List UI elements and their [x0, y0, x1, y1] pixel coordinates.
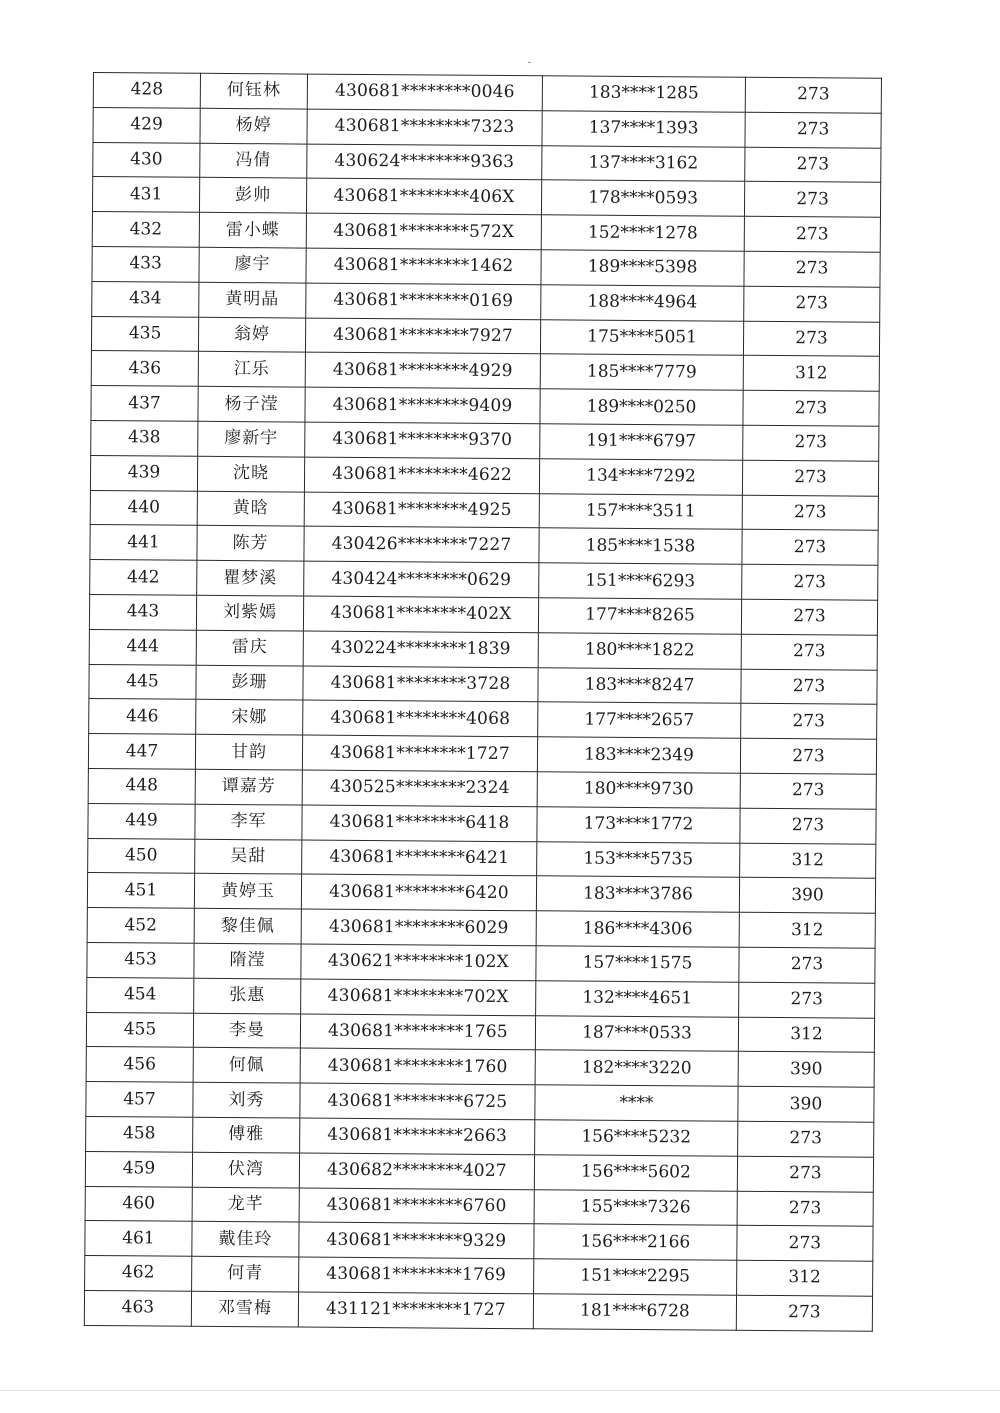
- person-name-cell: 何钰林: [200, 73, 307, 109]
- row-number-cell: 457: [86, 1082, 193, 1118]
- phone-number-cell: 175****5051: [540, 319, 743, 355]
- table-row: [89, 594, 877, 635]
- id-number-cell: 430681********6418: [302, 805, 537, 842]
- person-name-cell: 黄明晶: [199, 282, 306, 318]
- amount-cell: 312: [738, 1017, 874, 1053]
- row-number-cell: 437: [91, 386, 198, 422]
- row-number-cell: 450: [88, 838, 195, 874]
- row-number-cell: 451: [87, 873, 194, 909]
- id-number-cell: 430424********0629: [304, 561, 539, 598]
- id-number-cell: 430681********9329: [299, 1222, 534, 1259]
- table-row: [87, 908, 875, 949]
- phone-number-cell: 132****4651: [536, 980, 739, 1016]
- id-number-cell: 430621********102X: [301, 944, 536, 981]
- row-number-cell: 447: [88, 734, 195, 770]
- row-number-cell: 462: [85, 1256, 192, 1292]
- person-name-cell: 邓雪梅: [191, 1291, 298, 1327]
- row-number-cell: 448: [88, 768, 195, 804]
- phone-number-cell: 177****2657: [538, 702, 741, 738]
- amount-cell: 312: [737, 1260, 873, 1296]
- table-row: [92, 246, 880, 287]
- phone-number-cell: 185****1538: [539, 528, 742, 564]
- person-name-cell: 伏湾: [192, 1152, 299, 1188]
- person-name-cell: 翁婷: [198, 317, 305, 353]
- row-number-cell: 443: [89, 594, 196, 630]
- person-name-cell: 冯倩: [200, 143, 307, 179]
- roster-table-body: [84, 73, 881, 1331]
- amount-cell: 273: [744, 286, 880, 322]
- id-number-cell: 430681********7927: [305, 318, 540, 355]
- amount-cell: 273: [737, 1156, 873, 1192]
- table-row: [91, 386, 879, 427]
- phone-number-cell: 183****1285: [542, 76, 745, 112]
- row-number-cell: 456: [86, 1047, 193, 1083]
- table-row: [93, 142, 881, 183]
- table-row: [86, 1012, 874, 1053]
- row-number-cell: 429: [93, 107, 200, 143]
- phone-number-cell: 177****8265: [538, 598, 741, 634]
- phone-number-cell: 156****2166: [534, 1224, 737, 1260]
- amount-cell: 390: [738, 1086, 874, 1122]
- phone-number-cell: 173****1772: [537, 807, 740, 843]
- person-name-cell: 杨子滢: [198, 386, 305, 422]
- person-name-cell: 吴甜: [195, 839, 302, 875]
- phone-number-cell: 156****5602: [534, 1154, 737, 1190]
- amount-cell: 273: [744, 182, 880, 218]
- phone-number-cell: 189****0250: [540, 389, 743, 425]
- table-row: [85, 1256, 873, 1297]
- person-name-cell: 李军: [195, 804, 302, 840]
- row-number-cell: 428: [93, 73, 200, 109]
- amount-cell: 273: [742, 564, 878, 600]
- row-number-cell: 455: [86, 1012, 193, 1048]
- person-name-cell: 廖新宇: [198, 421, 305, 457]
- table-row: [85, 1151, 873, 1192]
- person-name-cell: 黄婷玉: [194, 874, 301, 910]
- row-number-cell: 435: [91, 316, 198, 352]
- amount-cell: 273: [743, 425, 879, 461]
- person-name-cell: 傅雅: [193, 1117, 300, 1153]
- id-number-cell: 430224********1839: [303, 631, 538, 668]
- row-number-cell: 454: [87, 977, 194, 1013]
- amount-cell: 390: [739, 878, 875, 914]
- table-row: [88, 734, 876, 775]
- person-name-cell: 彭珊: [196, 665, 303, 701]
- row-number-cell: 441: [90, 525, 197, 561]
- id-number-cell: 430681********4929: [305, 352, 540, 389]
- table-row: [90, 525, 878, 566]
- amount-cell: 273: [741, 704, 877, 740]
- person-name-cell: 龙芊: [192, 1187, 299, 1223]
- phone-number-cell: 185****7779: [540, 354, 743, 390]
- phone-number-cell: 178****0593: [541, 180, 744, 216]
- id-number-cell: 430681********9370: [305, 422, 540, 459]
- amount-cell: 273: [745, 147, 881, 183]
- table-row: [88, 838, 876, 879]
- amount-cell: 273: [738, 1121, 874, 1157]
- table-row: [88, 768, 876, 809]
- phone-number-cell: 152****1278: [541, 215, 744, 251]
- amount-cell: 273: [740, 808, 876, 844]
- amount-cell: 273: [736, 1295, 872, 1331]
- table-row: [92, 177, 880, 218]
- id-number-cell: 430624********9363: [307, 144, 542, 181]
- table-row: [85, 1186, 873, 1227]
- person-name-cell: 雷小蝶: [199, 212, 306, 248]
- row-number-cell: 444: [89, 629, 196, 665]
- table-row: [86, 1116, 874, 1157]
- id-number-cell: 430681********7323: [307, 109, 542, 146]
- row-number-cell: 439: [90, 455, 197, 491]
- row-number-cell: 460: [85, 1186, 192, 1222]
- table-row: [91, 316, 879, 357]
- phone-number-cell: 180****1822: [538, 633, 741, 669]
- id-number-cell: 430681********0046: [307, 74, 542, 111]
- phone-number-cell: 153****5735: [537, 841, 740, 877]
- table-row: [86, 1047, 874, 1088]
- phone-number-cell: 181****6728: [533, 1294, 736, 1330]
- row-number-cell: 453: [87, 942, 194, 978]
- id-number-cell: 430681********1727: [302, 735, 537, 772]
- table-row: [88, 803, 876, 844]
- phone-number-cell: 183****3786: [536, 876, 739, 912]
- person-name-cell: 谭嘉芳: [195, 769, 302, 805]
- amount-cell: 273: [742, 530, 878, 566]
- phone-number-cell: 156****5232: [535, 1120, 738, 1156]
- id-number-cell: 430681********4622: [304, 457, 539, 494]
- person-name-cell: 黎佳佩: [194, 908, 301, 944]
- id-number-cell: 430681********702X: [301, 979, 536, 1016]
- amount-cell: 273: [740, 773, 876, 809]
- phone-number-cell: ****: [535, 1085, 738, 1121]
- id-number-cell: 430681********402X: [303, 596, 538, 633]
- row-number-cell: 446: [89, 699, 196, 735]
- id-number-cell: 430681********1760: [300, 1048, 535, 1085]
- amount-cell: 273: [740, 738, 876, 774]
- amount-cell: 390: [738, 1052, 874, 1088]
- table-row: [91, 420, 879, 461]
- person-name-cell: 陈芳: [197, 526, 304, 562]
- phone-number-cell: 182****3220: [535, 1050, 738, 1086]
- id-number-cell: 430681********6760: [299, 1188, 534, 1225]
- amount-cell: 273: [745, 112, 881, 148]
- amount-cell: 273: [744, 216, 880, 252]
- page-bottom-edge: [0, 1390, 1000, 1391]
- table-row: [86, 1082, 874, 1123]
- amount-cell: 273: [737, 1226, 873, 1262]
- table-row: [93, 73, 881, 114]
- phone-number-cell: 137****1393: [542, 111, 745, 147]
- table-row: [92, 281, 880, 322]
- row-number-cell: 459: [85, 1151, 192, 1187]
- phone-number-cell: 151****2295: [534, 1259, 737, 1295]
- table-row: [90, 455, 878, 496]
- amount-cell: 273: [743, 321, 879, 357]
- table-row: [87, 873, 875, 914]
- amount-cell: 312: [743, 356, 879, 392]
- phone-number-cell: 180****9730: [537, 772, 740, 808]
- scan-mark: [528, 62, 531, 63]
- person-name-cell: 江乐: [198, 352, 305, 388]
- id-number-cell: 430681********6420: [301, 874, 536, 911]
- row-number-cell: 463: [84, 1290, 191, 1326]
- amount-cell: 273: [743, 390, 879, 426]
- id-number-cell: 430681********406X: [306, 178, 541, 215]
- person-name-cell: 刘紫嫣: [196, 595, 303, 631]
- table-row: [93, 107, 881, 148]
- person-name-cell: 彭帅: [199, 178, 306, 214]
- table-row: [92, 212, 880, 253]
- row-number-cell: 458: [86, 1116, 193, 1152]
- phone-number-cell: 183****8247: [538, 667, 741, 703]
- id-number-cell: 430681********2663: [300, 1118, 535, 1155]
- roster-sheet: [84, 72, 876, 1323]
- row-number-cell: 440: [90, 490, 197, 526]
- amount-cell: 312: [740, 843, 876, 879]
- row-number-cell: 436: [91, 351, 198, 387]
- person-name-cell: 瞿梦溪: [197, 560, 304, 596]
- phone-number-cell: 134****7292: [539, 459, 742, 495]
- person-name-cell: 甘韵: [195, 734, 302, 770]
- person-name-cell: 黄晗: [197, 491, 304, 527]
- person-name-cell: 隋滢: [194, 943, 301, 979]
- amount-cell: 273: [741, 669, 877, 705]
- id-number-cell: 430681********1769: [299, 1257, 534, 1294]
- amount-cell: 312: [739, 912, 875, 948]
- person-name-cell: 李曼: [193, 1013, 300, 1049]
- table-row: [89, 629, 877, 670]
- table-row: [90, 490, 878, 531]
- amount-cell: 273: [739, 982, 875, 1018]
- phone-number-cell: 187****0533: [535, 1015, 738, 1051]
- person-name-cell: 沈晓: [197, 456, 304, 492]
- phone-number-cell: 151****6293: [539, 563, 742, 599]
- amount-cell: 273: [741, 599, 877, 635]
- id-number-cell: 430681********9409: [305, 387, 540, 424]
- person-name-cell: 何佩: [193, 1048, 300, 1084]
- id-number-cell: 430681********0169: [306, 283, 541, 320]
- id-number-cell: 430525********2324: [302, 770, 537, 807]
- id-number-cell: 430681********3728: [303, 666, 538, 703]
- person-name-cell: 戴佳玲: [192, 1222, 299, 1258]
- id-number-cell: 430681********572X: [306, 213, 541, 250]
- person-name-cell: 张惠: [194, 978, 301, 1014]
- amount-cell: 273: [742, 495, 878, 531]
- row-number-cell: 445: [89, 664, 196, 700]
- phone-number-cell: 137****3162: [542, 145, 745, 181]
- person-name-cell: 宋娜: [196, 700, 303, 736]
- row-number-cell: 449: [88, 803, 195, 839]
- row-number-cell: 432: [92, 212, 199, 248]
- row-number-cell: 431: [92, 177, 199, 213]
- phone-number-cell: 191****6797: [540, 424, 743, 460]
- amount-cell: 273: [742, 460, 878, 496]
- id-number-cell: 430681********1462: [306, 248, 541, 285]
- id-number-cell: 430681********6421: [302, 840, 537, 877]
- id-number-cell: 430681********1765: [300, 1014, 535, 1051]
- person-name-cell: 刘秀: [193, 1082, 300, 1118]
- person-name-cell: 雷庆: [196, 630, 303, 666]
- table-row: [85, 1221, 873, 1262]
- phone-number-cell: 157****3511: [539, 493, 742, 529]
- row-number-cell: 433: [92, 246, 199, 282]
- id-number-cell: 430426********7227: [304, 526, 539, 563]
- table-row: [89, 664, 877, 705]
- id-number-cell: 430681********4925: [304, 492, 539, 529]
- table-row: [90, 560, 878, 601]
- phone-number-cell: 189****5398: [541, 250, 744, 286]
- amount-cell: 273: [739, 947, 875, 983]
- table-row: [91, 351, 879, 392]
- row-number-cell: 452: [87, 908, 194, 944]
- person-name-cell: 杨婷: [200, 108, 307, 144]
- id-number-cell: 430682********4027: [299, 1153, 534, 1190]
- phone-number-cell: 186****4306: [536, 911, 739, 947]
- roster-table: [84, 72, 882, 1331]
- table-row: [89, 699, 877, 740]
- row-number-cell: 442: [90, 560, 197, 596]
- person-name-cell: 何青: [192, 1256, 299, 1292]
- table-row: [87, 942, 875, 983]
- amount-cell: 273: [737, 1191, 873, 1227]
- table-row: [84, 1290, 872, 1331]
- amount-cell: 273: [741, 634, 877, 670]
- row-number-cell: 461: [85, 1221, 192, 1257]
- id-number-cell: 430681********6029: [301, 909, 536, 946]
- row-number-cell: 430: [93, 142, 200, 178]
- id-number-cell: 430681********4068: [303, 700, 538, 737]
- phone-number-cell: 183****2349: [537, 737, 740, 773]
- phone-number-cell: 157****1575: [536, 946, 739, 982]
- id-number-cell: 430681********6725: [300, 1083, 535, 1120]
- phone-number-cell: 155****7326: [534, 1189, 737, 1225]
- table-row: [87, 977, 875, 1018]
- id-number-cell: 431121********1727: [298, 1292, 533, 1329]
- row-number-cell: 434: [92, 281, 199, 317]
- person-name-cell: 廖宇: [199, 247, 306, 283]
- amount-cell: 273: [745, 77, 881, 113]
- amount-cell: 273: [744, 251, 880, 287]
- phone-number-cell: 188****4964: [541, 285, 744, 321]
- row-number-cell: 438: [91, 420, 198, 456]
